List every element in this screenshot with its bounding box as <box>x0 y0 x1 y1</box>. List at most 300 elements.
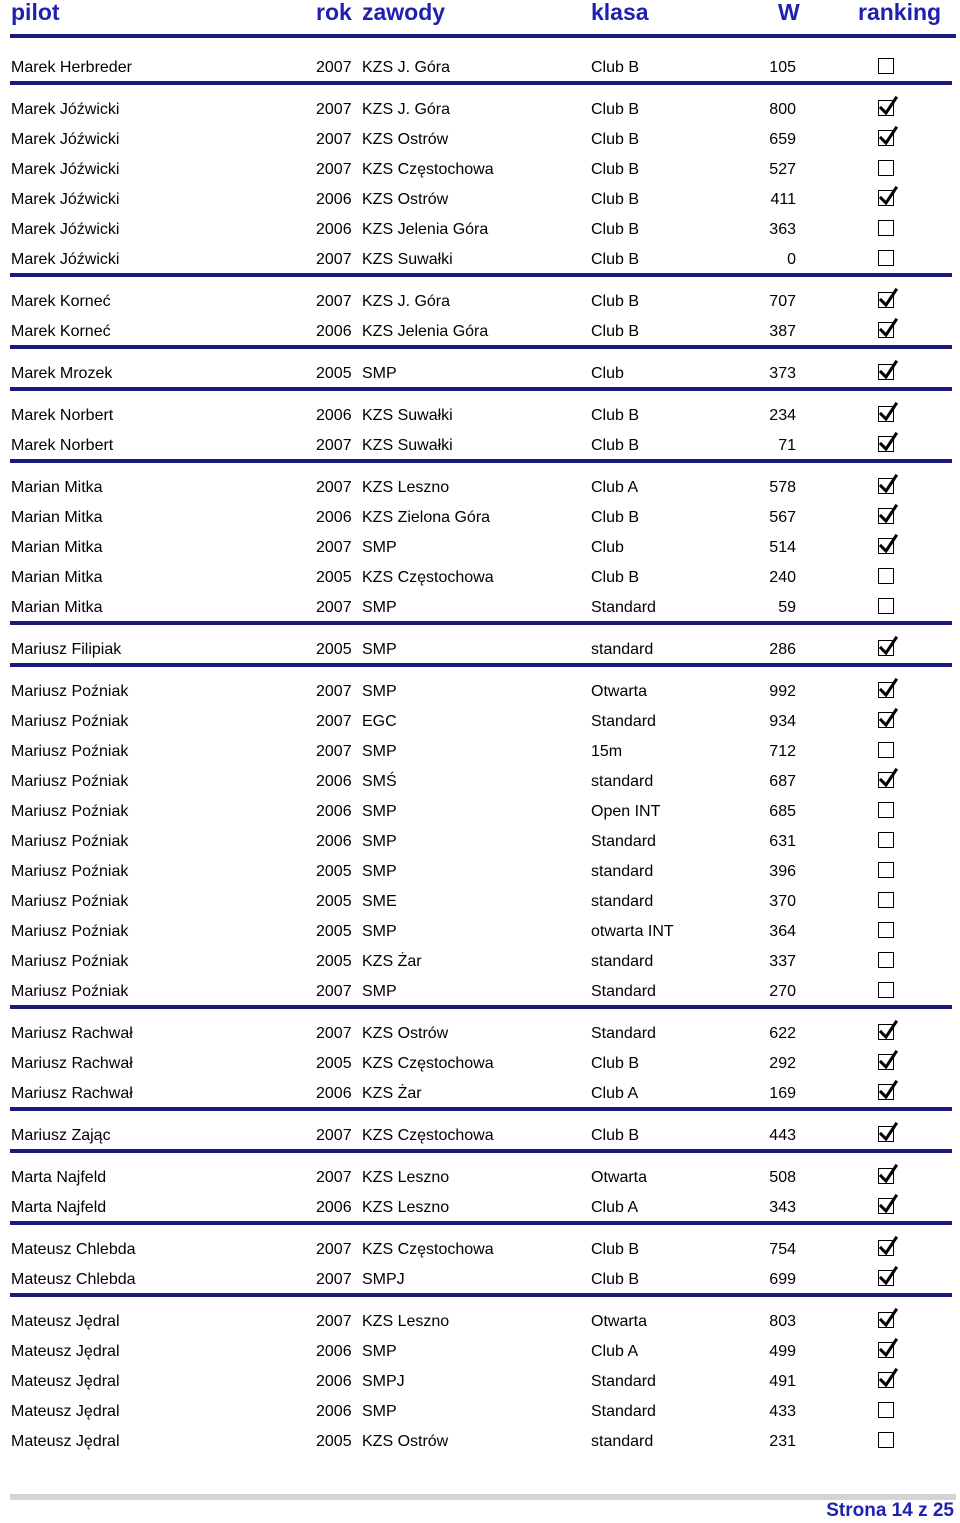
cell-zawody: KZS Żar <box>362 1085 422 1102</box>
cell-pilot: Mariusz Poźniak <box>11 803 129 820</box>
checkmark-icon <box>879 433 899 453</box>
checkmark-icon <box>879 1021 899 1041</box>
cell-w: 105 <box>769 59 796 76</box>
checked-checkbox-icon <box>878 190 894 206</box>
cell-klasa: Standard <box>591 599 656 616</box>
cell-rok: 2007 <box>316 251 352 268</box>
cell-zawody: SMŚ <box>362 773 397 790</box>
cell-w: 373 <box>769 365 796 382</box>
unchecked-checkbox-icon <box>878 892 894 908</box>
cell-w: 934 <box>769 713 796 730</box>
cell-w: 71 <box>778 437 796 454</box>
cell-pilot: Mariusz Poźniak <box>11 833 129 850</box>
cell-rok: 2006 <box>316 191 352 208</box>
cell-zawody: KZS Leszno <box>362 1313 450 1330</box>
cell-klasa: Club B <box>591 323 640 340</box>
checkmark-icon <box>879 637 899 657</box>
table-row <box>0 503 960 533</box>
column-header-w: W <box>778 0 800 25</box>
cell-klasa: Club <box>591 365 624 382</box>
cell-rok: 2007 <box>316 1313 352 1330</box>
checked-checkbox-icon <box>878 100 894 116</box>
table-header <box>0 0 960 28</box>
table-row <box>0 767 960 797</box>
group-divider <box>10 1293 952 1297</box>
cell-zawody: SMP <box>362 1343 397 1360</box>
cell-klasa: Club B <box>591 1055 640 1072</box>
table-row <box>0 947 960 977</box>
checked-checkbox-icon <box>878 682 894 698</box>
cell-zawody: KZS Suwałki <box>362 407 453 424</box>
cell-zawody: KZS Jelenia Góra <box>362 323 489 340</box>
column-header-klasa: klasa <box>591 0 649 25</box>
cell-w: 59 <box>778 599 796 616</box>
cell-w: 370 <box>769 893 796 910</box>
cell-klasa: otwarta INT <box>591 923 674 940</box>
table-row <box>0 431 960 461</box>
cell-zawody: SMP <box>362 365 397 382</box>
cell-klasa: Club B <box>591 1271 640 1288</box>
cell-pilot: Mariusz Rachwał <box>11 1085 133 1102</box>
cell-rok: 2007 <box>316 1241 352 1258</box>
cell-rok: 2005 <box>316 953 352 970</box>
cell-zawody: KZS Leszno <box>362 1169 450 1186</box>
checked-checkbox-icon <box>878 1126 894 1142</box>
cell-rok: 2007 <box>316 539 352 556</box>
checkmark-icon <box>879 1195 899 1215</box>
group-divider <box>10 345 952 349</box>
checked-checkbox-icon <box>878 508 894 524</box>
table-row <box>0 827 960 857</box>
cell-rok: 2007 <box>316 983 352 1000</box>
cell-rok: 2006 <box>316 1343 352 1360</box>
cell-klasa: Open INT <box>591 803 661 820</box>
checked-checkbox-icon <box>878 292 894 308</box>
cell-zawody: KZS Częstochowa <box>362 1055 494 1072</box>
checkmark-icon <box>879 289 899 309</box>
table-row <box>0 1337 960 1367</box>
cell-pilot: Mateusz Chlebda <box>11 1241 136 1258</box>
cell-zawody: KZS J. Góra <box>362 293 451 310</box>
cell-zawody: KZS Częstochowa <box>362 161 494 178</box>
table-row <box>0 563 960 593</box>
cell-rok: 2006 <box>316 833 352 850</box>
cell-klasa: Standard <box>591 1373 656 1390</box>
cell-zawody: SMP <box>362 983 397 1000</box>
column-header-rok: rok <box>316 0 352 25</box>
cell-rok: 2005 <box>316 1055 352 1072</box>
cell-rok: 2007 <box>316 1127 352 1144</box>
cell-klasa: 15m <box>591 743 623 760</box>
cell-w: 567 <box>769 509 796 526</box>
cell-pilot: Marek Jóźwicki <box>11 251 120 268</box>
cell-rok: 2006 <box>316 1085 352 1102</box>
cell-zawody: KZS Częstochowa <box>362 569 494 586</box>
checkmark-icon <box>879 505 899 525</box>
cell-pilot: Mariusz Poźniak <box>11 743 129 760</box>
cell-klasa: Club B <box>591 251 640 268</box>
cell-pilot: Mateusz Jędral <box>11 1433 120 1450</box>
cell-rok: 2006 <box>316 773 352 790</box>
checkmark-icon <box>879 403 899 423</box>
cell-zawody: KZS Zielona Góra <box>362 509 491 526</box>
checked-checkbox-icon <box>878 436 894 452</box>
cell-pilot: Marian Mitka <box>11 539 103 556</box>
cell-pilot: Mariusz Zając <box>11 1127 111 1144</box>
cell-pilot: Marian Mitka <box>11 569 103 586</box>
cell-rok: 2006 <box>316 803 352 820</box>
cell-w: 396 <box>769 863 796 880</box>
table-row <box>0 155 960 185</box>
group-divider <box>10 81 952 85</box>
unchecked-checkbox-icon <box>878 220 894 236</box>
cell-pilot: Mateusz Chlebda <box>11 1271 136 1288</box>
cell-klasa: standard <box>591 953 654 970</box>
checked-checkbox-icon <box>878 1084 894 1100</box>
cell-zawody: SMP <box>362 641 397 658</box>
cell-rok: 2007 <box>316 743 352 760</box>
cell-zawody: KZS Ostrów <box>362 1025 449 1042</box>
cell-w: 270 <box>769 983 796 1000</box>
table-row <box>0 125 960 155</box>
cell-zawody: KZS Częstochowa <box>362 1241 494 1258</box>
cell-zawody: SMP <box>362 599 397 616</box>
cell-rok: 2006 <box>316 1199 352 1216</box>
table-row <box>0 533 960 563</box>
cell-klasa: Club B <box>591 131 640 148</box>
checkmark-icon <box>879 319 899 339</box>
cell-zawody: SMP <box>362 1403 397 1420</box>
cell-pilot: Marta Najfeld <box>11 1199 107 1216</box>
cell-klasa: Club B <box>591 569 640 586</box>
cell-rok: 2007 <box>316 59 352 76</box>
cell-w: 659 <box>769 131 796 148</box>
checkmark-icon <box>879 1237 899 1257</box>
unchecked-checkbox-icon <box>878 568 894 584</box>
cell-zawody: SMP <box>362 743 397 760</box>
cell-pilot: Mariusz Poźniak <box>11 713 129 730</box>
unchecked-checkbox-icon <box>878 160 894 176</box>
column-header-pilot: pilot <box>11 0 60 25</box>
cell-klasa: Club B <box>591 1241 640 1258</box>
cell-w: 343 <box>769 1199 796 1216</box>
table-row <box>0 1019 960 1049</box>
cell-zawody: SMPJ <box>362 1271 405 1288</box>
table-row <box>0 857 960 887</box>
cell-w: 286 <box>769 641 796 658</box>
cell-pilot: Marta Najfeld <box>11 1169 107 1186</box>
checked-checkbox-icon <box>878 1342 894 1358</box>
table-row <box>0 977 960 1007</box>
cell-rok: 2005 <box>316 641 352 658</box>
cell-zawody: KZS Leszno <box>362 479 450 496</box>
cell-zawody: KZS Suwałki <box>362 437 453 454</box>
cell-pilot: Marek Norbert <box>11 407 114 424</box>
table-row <box>0 1193 960 1223</box>
cell-rok: 2007 <box>316 1025 352 1042</box>
cell-pilot: Marek Jóźwicki <box>11 161 120 178</box>
cell-pilot: Marek Jóźwicki <box>11 191 120 208</box>
cell-zawody: SMPJ <box>362 1373 405 1390</box>
cell-klasa: Club A <box>591 1199 639 1216</box>
cell-w: 364 <box>769 923 796 940</box>
cell-w: 685 <box>769 803 796 820</box>
cell-klasa: Otwarta <box>591 683 648 700</box>
table-row <box>0 737 960 767</box>
cell-w: 363 <box>769 221 796 238</box>
cell-w: 514 <box>769 539 796 556</box>
cell-w: 499 <box>769 1343 796 1360</box>
cell-w: 707 <box>769 293 796 310</box>
cell-klasa: Club A <box>591 479 639 496</box>
cell-pilot: Mateusz Jędral <box>11 1313 120 1330</box>
group-divider <box>10 1005 952 1009</box>
checkmark-icon <box>879 1309 899 1329</box>
cell-klasa: standard <box>591 641 654 658</box>
group-divider <box>10 663 952 667</box>
footer-divider <box>10 1494 956 1500</box>
table-row <box>0 245 960 275</box>
table-row <box>0 185 960 215</box>
cell-zawody: KZS Jelenia Góra <box>362 221 489 238</box>
cell-w: 527 <box>769 161 796 178</box>
table-row <box>0 917 960 947</box>
checkmark-icon <box>879 1081 899 1101</box>
checked-checkbox-icon <box>878 322 894 338</box>
cell-pilot: Marek Mrozek <box>11 365 113 382</box>
cell-klasa: Club A <box>591 1343 639 1360</box>
cell-pilot: Mateusz Jędral <box>11 1343 120 1360</box>
table-row <box>0 1121 960 1151</box>
group-divider <box>10 273 952 277</box>
cell-zawody: KZS J. Góra <box>362 59 451 76</box>
cell-rok: 2006 <box>316 1373 352 1390</box>
cell-w: 240 <box>769 569 796 586</box>
cell-rok: 2005 <box>316 1433 352 1450</box>
checked-checkbox-icon <box>878 1372 894 1388</box>
cell-klasa: Otwarta <box>591 1169 648 1186</box>
cell-rok: 2007 <box>316 1169 352 1186</box>
checkmark-icon <box>879 769 899 789</box>
cell-pilot: Mariusz Poźniak <box>11 923 129 940</box>
cell-klasa: Standard <box>591 1025 656 1042</box>
checked-checkbox-icon <box>878 1240 894 1256</box>
cell-klasa: Club B <box>591 509 640 526</box>
checked-checkbox-icon <box>878 406 894 422</box>
cell-pilot: Marek Korneć <box>11 293 111 310</box>
checked-checkbox-icon <box>878 130 894 146</box>
cell-w: 508 <box>769 1169 796 1186</box>
table-row <box>0 593 960 623</box>
cell-klasa: Club B <box>591 221 640 238</box>
checked-checkbox-icon <box>878 640 894 656</box>
table-row <box>0 1079 960 1109</box>
group-divider <box>10 1107 952 1111</box>
cell-pilot: Mariusz Poźniak <box>11 983 129 1000</box>
cell-pilot: Marek Jóźwicki <box>11 101 120 118</box>
unchecked-checkbox-icon <box>878 1432 894 1448</box>
cell-w: 631 <box>769 833 796 850</box>
cell-pilot: Marek Herbreder <box>11 59 132 76</box>
cell-klasa: Standard <box>591 983 656 1000</box>
unchecked-checkbox-icon <box>878 862 894 878</box>
cell-w: 622 <box>769 1025 796 1042</box>
table-row <box>0 1307 960 1337</box>
cell-rok: 2007 <box>316 1271 352 1288</box>
cell-zawody: KZS Częstochowa <box>362 1127 494 1144</box>
checked-checkbox-icon <box>878 1168 894 1184</box>
cell-w: 443 <box>769 1127 796 1144</box>
unchecked-checkbox-icon <box>878 250 894 266</box>
cell-pilot: Mariusz Poźniak <box>11 683 129 700</box>
cell-w: 234 <box>769 407 796 424</box>
checkmark-icon <box>879 535 899 555</box>
table-row <box>0 317 960 347</box>
unchecked-checkbox-icon <box>878 802 894 818</box>
cell-klasa: standard <box>591 893 654 910</box>
cell-pilot: Mariusz Filipiak <box>11 641 122 658</box>
table-row <box>0 359 960 389</box>
cell-zawody: KZS J. Góra <box>362 101 451 118</box>
cell-zawody: KZS Ostrów <box>362 1433 449 1450</box>
table-row <box>0 635 960 665</box>
cell-klasa: Club B <box>591 59 640 76</box>
page-number: Strona 14 z 25 <box>826 1500 954 1521</box>
unchecked-checkbox-icon <box>878 742 894 758</box>
column-header-zawody: zawody <box>362 0 446 25</box>
table-row <box>0 1049 960 1079</box>
cell-w: 578 <box>769 479 796 496</box>
cell-pilot: Marian Mitka <box>11 479 103 496</box>
table-row <box>0 677 960 707</box>
table-row <box>0 1163 960 1193</box>
unchecked-checkbox-icon <box>878 598 894 614</box>
cell-klasa: standard <box>591 863 654 880</box>
cell-pilot: Marek Norbert <box>11 437 114 454</box>
cell-rok: 2005 <box>316 863 352 880</box>
table-row <box>0 95 960 125</box>
cell-pilot: Mateusz Jędral <box>11 1373 120 1390</box>
table-row <box>0 287 960 317</box>
table-row <box>0 1367 960 1397</box>
unchecked-checkbox-icon <box>878 58 894 74</box>
cell-rok: 2007 <box>316 293 352 310</box>
cell-rok: 2007 <box>316 479 352 496</box>
cell-rok: 2005 <box>316 365 352 382</box>
cell-pilot: Mateusz Jędral <box>11 1403 120 1420</box>
cell-pilot: Marek Jóźwicki <box>11 131 120 148</box>
group-divider <box>10 387 952 391</box>
checkmark-icon <box>879 709 899 729</box>
column-header-ranking: ranking <box>858 0 942 25</box>
cell-w: 0 <box>787 251 796 268</box>
checkmark-icon <box>879 1369 899 1389</box>
checked-checkbox-icon <box>878 1312 894 1328</box>
cell-zawody: SMP <box>362 863 397 880</box>
cell-zawody: SME <box>362 893 397 910</box>
cell-klasa: Club B <box>591 1127 640 1144</box>
group-divider <box>10 1221 952 1225</box>
table-row <box>0 797 960 827</box>
cell-w: 712 <box>769 743 796 760</box>
cell-rok: 2006 <box>316 323 352 340</box>
table-row <box>0 473 960 503</box>
cell-rok: 2006 <box>316 1403 352 1420</box>
cell-rok: 2005 <box>316 893 352 910</box>
cell-zawody: SMP <box>362 833 397 850</box>
checked-checkbox-icon <box>878 1054 894 1070</box>
checkmark-icon <box>879 1123 899 1143</box>
checked-checkbox-icon <box>878 772 894 788</box>
cell-rok: 2007 <box>316 713 352 730</box>
cell-klasa: Club B <box>591 191 640 208</box>
cell-w: 337 <box>769 953 796 970</box>
cell-w: 754 <box>769 1241 796 1258</box>
cell-rok: 2006 <box>316 509 352 526</box>
unchecked-checkbox-icon <box>878 832 894 848</box>
cell-klasa: standard <box>591 773 654 790</box>
cell-zawody: SMP <box>362 803 397 820</box>
cell-pilot: Mariusz Rachwał <box>11 1025 133 1042</box>
unchecked-checkbox-icon <box>878 1402 894 1418</box>
cell-klasa: Club B <box>591 437 640 454</box>
cell-rok: 2007 <box>316 131 352 148</box>
cell-zawody: KZS Ostrów <box>362 131 449 148</box>
cell-w: 433 <box>769 1403 796 1420</box>
cell-klasa: Club B <box>591 293 640 310</box>
cell-pilot: Mariusz Rachwał <box>11 1055 133 1072</box>
cell-klasa: Otwarta <box>591 1313 648 1330</box>
checkmark-icon <box>879 127 899 147</box>
cell-w: 687 <box>769 773 796 790</box>
cell-zawody: SMP <box>362 923 397 940</box>
table-row <box>0 401 960 431</box>
cell-pilot: Mariusz Poźniak <box>11 863 129 880</box>
cell-w: 992 <box>769 683 796 700</box>
cell-klasa: Club B <box>591 161 640 178</box>
table-row <box>0 215 960 245</box>
cell-pilot: Mariusz Poźniak <box>11 953 129 970</box>
table-row <box>0 1265 960 1295</box>
cell-w: 803 <box>769 1313 796 1330</box>
unchecked-checkbox-icon <box>878 982 894 998</box>
checkmark-icon <box>879 679 899 699</box>
cell-klasa: Club A <box>591 1085 639 1102</box>
group-divider <box>10 1149 952 1153</box>
cell-rok: 2007 <box>316 599 352 616</box>
cell-pilot: Marek Korneć <box>11 323 111 340</box>
checkmark-icon <box>879 1339 899 1359</box>
checked-checkbox-icon <box>878 538 894 554</box>
cell-w: 800 <box>769 101 796 118</box>
cell-pilot: Marian Mitka <box>11 509 103 526</box>
cell-klasa: standard <box>591 1433 654 1450</box>
checkmark-icon <box>879 1165 899 1185</box>
cell-w: 699 <box>769 1271 796 1288</box>
checked-checkbox-icon <box>878 478 894 494</box>
cell-zawody: SMP <box>362 539 397 556</box>
cell-rok: 2006 <box>316 407 352 424</box>
cell-w: 292 <box>769 1055 796 1072</box>
cell-pilot: Mariusz Poźniak <box>11 893 129 910</box>
header-divider <box>10 34 956 38</box>
cell-zawody: KZS Leszno <box>362 1199 450 1216</box>
group-divider <box>10 621 952 625</box>
checked-checkbox-icon <box>878 1198 894 1214</box>
checkmark-icon <box>879 361 899 381</box>
cell-klasa: Standard <box>591 833 656 850</box>
cell-rok: 2005 <box>316 923 352 940</box>
